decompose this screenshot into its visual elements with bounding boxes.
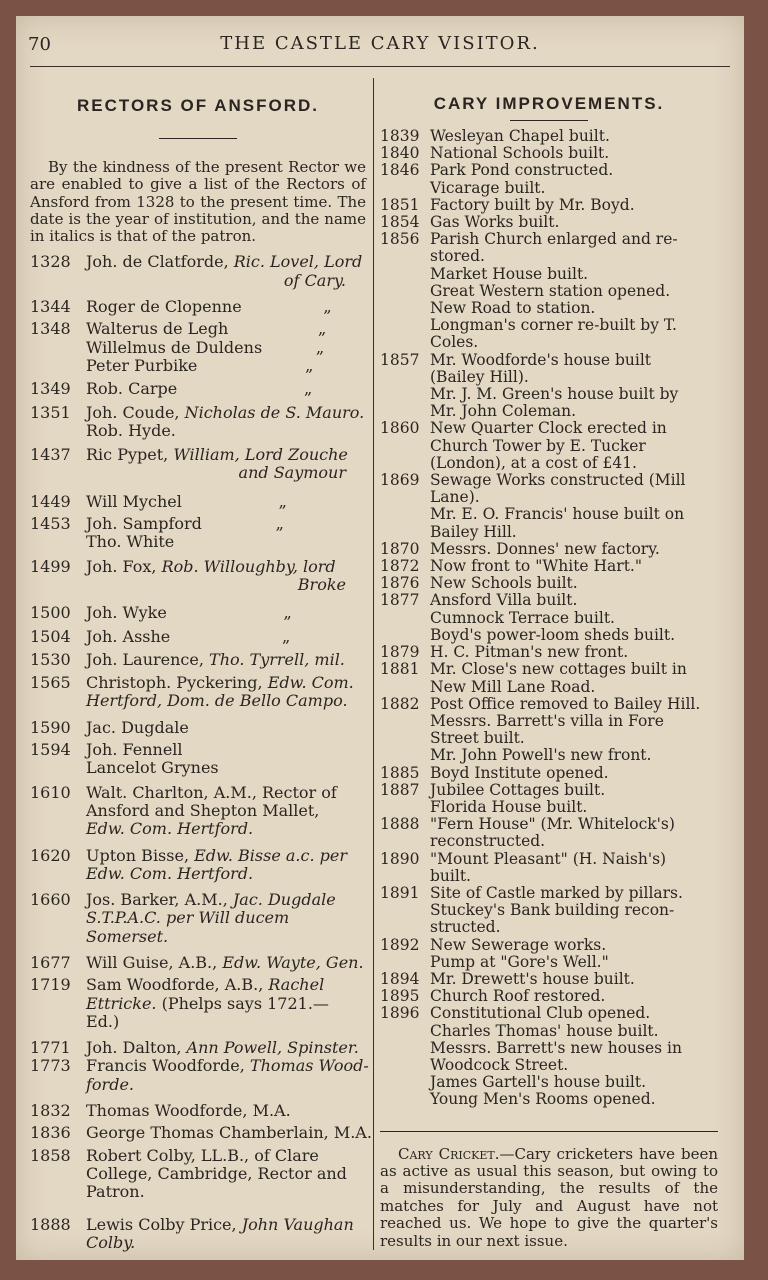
improvement-entry: 1890 "Mount Pleasant" (H. Naish's) built. [380,849,667,885]
rector-entry: 1590 Jac. Dugdale [30,717,189,737]
rector-year: 1449 [30,491,71,511]
rector-entry: 1719 Sam Woodforde, A.B., Rachel Ettricke. (Phelps says 1721.— Ed.) [30,975,329,1031]
rector-entry: 1565 Christoph. Pyckering, Edw. Com. Hertford, Dom. de Bello Campo. [30,673,354,711]
rector-year: 1590 [30,717,71,737]
rector-year: 1594 [30,740,71,760]
improvement-entry: 1840 National Schools built. [380,144,610,163]
rector-year: 1437 [30,445,71,465]
rector-year: 1504 [30,626,71,646]
column-divider [373,78,374,1250]
rector-entry: 1530 Joh. Laurence, Tho. Tyrrell, mil. [30,649,345,669]
improvement-entry: 1870 Messrs. Donnes' new factory. [380,539,660,558]
rector-entry: 1610 Walt. Charlton, A.M., Rector of Ansford and Shepton Mallet, Edw. Com. Hertford. [30,782,337,839]
improvement-entry: 1887 Jubilee Cottages built. Florida House built. [380,780,606,816]
rector-entry: 1348 Walterus de Legh „ Willelmus de Duldens „ Peter Purbike „ [30,319,327,375]
improvement-entry: 1854 Gas Works built. [380,213,560,232]
rector-year: 1530 [30,649,71,669]
page-number: 70 [28,34,51,55]
improvement-entry: 1877 Ansford Villa built. Cumnock Terrace built. Boyd's power-loom sheds built. [380,591,676,644]
rector-entry: 1499 Joh. Fox, Rob. Willoughby, lord Broke [30,556,346,594]
rector-entry: 1351 Joh. Coude, Nicholas de S. Mauro. Rob. Hyde. [30,402,365,440]
improvement-entry: 1888 "Fern House" (Mr. Whitelock's) reconstructed. [380,815,675,851]
rector-entry: 1888 Lewis Colby Price, John Vaughan Colby. [30,1214,354,1252]
rector-entry: 1594 Joh. Fennell Lancelot Grynes [30,740,219,778]
improvement-entry: 1869 Sewage Works constructed (Mill Lane). Mr. E. O. Francis' house built on Bailey Hill. [380,471,686,541]
improvement-entry: 1846 Park Pond constructed. Vicarage built. [380,161,614,197]
rector-entry: 1437 Ric Pypet, William, Lord Zouche and Saymour [30,445,348,483]
rector-entry: 1773 Francis Woodforde, Thomas Wood- forde. [30,1056,369,1094]
rector-year: 1888 [30,1214,71,1234]
rector-year: 1499 [30,556,71,576]
improvement-entry: 1894 Mr. Drewett's house built. [380,969,635,988]
rector-entry: 1504 Joh. Asshe „ [30,626,291,646]
cricket-paragraph [380,1146,718,1250]
improvement-entry: 1876 New Schools built. [380,574,578,593]
rector-entry: 1449 Will Mychel „ [30,491,287,511]
rectors-column [30,78,372,1252]
rector-year: 1660 [30,890,71,910]
rector-year: 1328 [30,252,71,272]
page [16,16,744,1260]
running-head [16,16,744,66]
improvements-column [380,78,718,1250]
rector-year: 1858 [30,1145,71,1165]
rector-entry: 1500 Joh. Wyke „ [30,603,292,623]
rector-entry: 1677 Will Guise, A.B., Edw. Wayte, Gen. [30,952,364,972]
improvement-entry: 1860 New Quarter Clock erected in Church Tower by E. Tucker (London), at a cost of £41. [380,419,667,472]
cricket-heading: Cary Cricket. [398,1144,500,1163]
rector-year: 1773 [30,1056,71,1076]
rector-year: 1344 [30,297,71,317]
improvement-entry: 1856 Parish Church enlarged and re- stored. Market House built. Great Western station opened. New Road to station. Longman's corner re-built by T. Coles. [380,230,678,352]
cricket-body: —Cary cricketers have been as active as usual this season, but owing to a misunderstanding, the results of the matches for July and August have not reached us. We hope to give the quarter's results in our next issue. [380,1144,718,1250]
improvement-entry: 1892 New Sewerage works. Pump at "Gore's Well." [380,935,609,971]
rector-year: 1349 [30,379,71,399]
improvement-entry: 1881 Mr. Close's new cottages built in New Mill Lane Road. [380,660,687,696]
improvement-entry: 1896 Constitutional Club opened. Charles Thomas' house built. Messrs. Barrett's new houses in Woodcock Street. James Gartell's house built. Young Men's Rooms opened. [380,1004,682,1109]
rector-year: 1565 [30,673,71,693]
rector-year: 1453 [30,514,71,534]
improvement-entry: 1851 Factory built by Mr. Boyd. [380,195,635,214]
improvement-entry: 1891 Site of Castle marked by pillars. Stuckey's Bank building recon- structed. [380,883,683,937]
improvement-entry: 1895 Church Roof restored. [380,987,606,1006]
improvement-entry: 1885 Boyd Institute opened. [380,763,609,782]
rector-entry: 1344 Roger de Clopenne „ [30,297,332,317]
rector-year: 1719 [30,975,71,995]
rector-year: 1500 [30,603,71,623]
rector-year: 1348 [30,319,71,339]
rector-year: 1351 [30,402,71,422]
rector-entry: 1660 Jos. Barker, A.M., Jac. Dugdale S.T.P.A.C. per Will ducem Somerset. [30,890,336,946]
running-title: THE CASTLE CARY VISITOR. [220,33,540,54]
rector-entry: 1349 Rob. Carpe „ [30,379,313,399]
rector-year: 1610 [30,782,71,802]
improvement-entry: 1879 H. C. Pitman's new front. [380,643,629,662]
title-rule [510,120,588,121]
rector-entry: 1620 Upton Bisse, Edw. Bisse a.c. per Edw. Com. Hertford. [30,845,347,883]
title-rule [159,138,237,139]
rector-year: 1677 [30,952,71,972]
rector-entry: 1836 George Thomas Chamberlain, M.A. [30,1123,372,1143]
rectors-title: RECTORS OF ANSFORD. [76,96,319,115]
rector-year: 1836 [30,1123,71,1143]
improvement-entry: 1839 Wesleyan Chapel built. [380,127,610,145]
rector-year: 1771 [30,1038,71,1058]
improvements-title: CARY IMPROVEMENTS. [433,94,665,113]
rectors-intro: By the kindness of the present Rector we are enabled to give a list of the Rectors of Ansford from 1328 to the present time. The date is the year of institution, and the name in italics is that of the patron. [30,158,366,246]
improvement-entry: 1857 Mr. Woodforde's house built (Bailey Hill). Mr. J. M. Green's house built by Mr. John Coleman. [380,350,679,421]
section-rule [380,1131,718,1132]
rector-entry: 1858 Robert Colby, LL.B., of Clare College, Cambridge, Rector and Patron. [30,1145,347,1202]
improvement-entry: 1872 Now front to "White Hart." [380,557,642,576]
rector-year: 1620 [30,845,71,865]
header-rule [30,66,730,67]
rector-entry: 1453 Joh. Sampford „ Tho. White [30,514,284,552]
rector-year: 1832 [30,1101,71,1121]
rector-entry: 1832 Thomas Woodforde, M.A. [30,1101,291,1121]
rector-entry: 1328 Joh. de Clatforde, Ric. Lovel, Lord of Cary. [30,252,363,290]
improvement-entry: 1882 Post Office removed to Bailey Hill. Messrs. Barrett's villa in Fore Street built. Mr. John Powell's new front. [380,694,701,765]
rector-entry: 1771 Joh. Dalton, Ann Powell, Spinster. [30,1038,359,1058]
